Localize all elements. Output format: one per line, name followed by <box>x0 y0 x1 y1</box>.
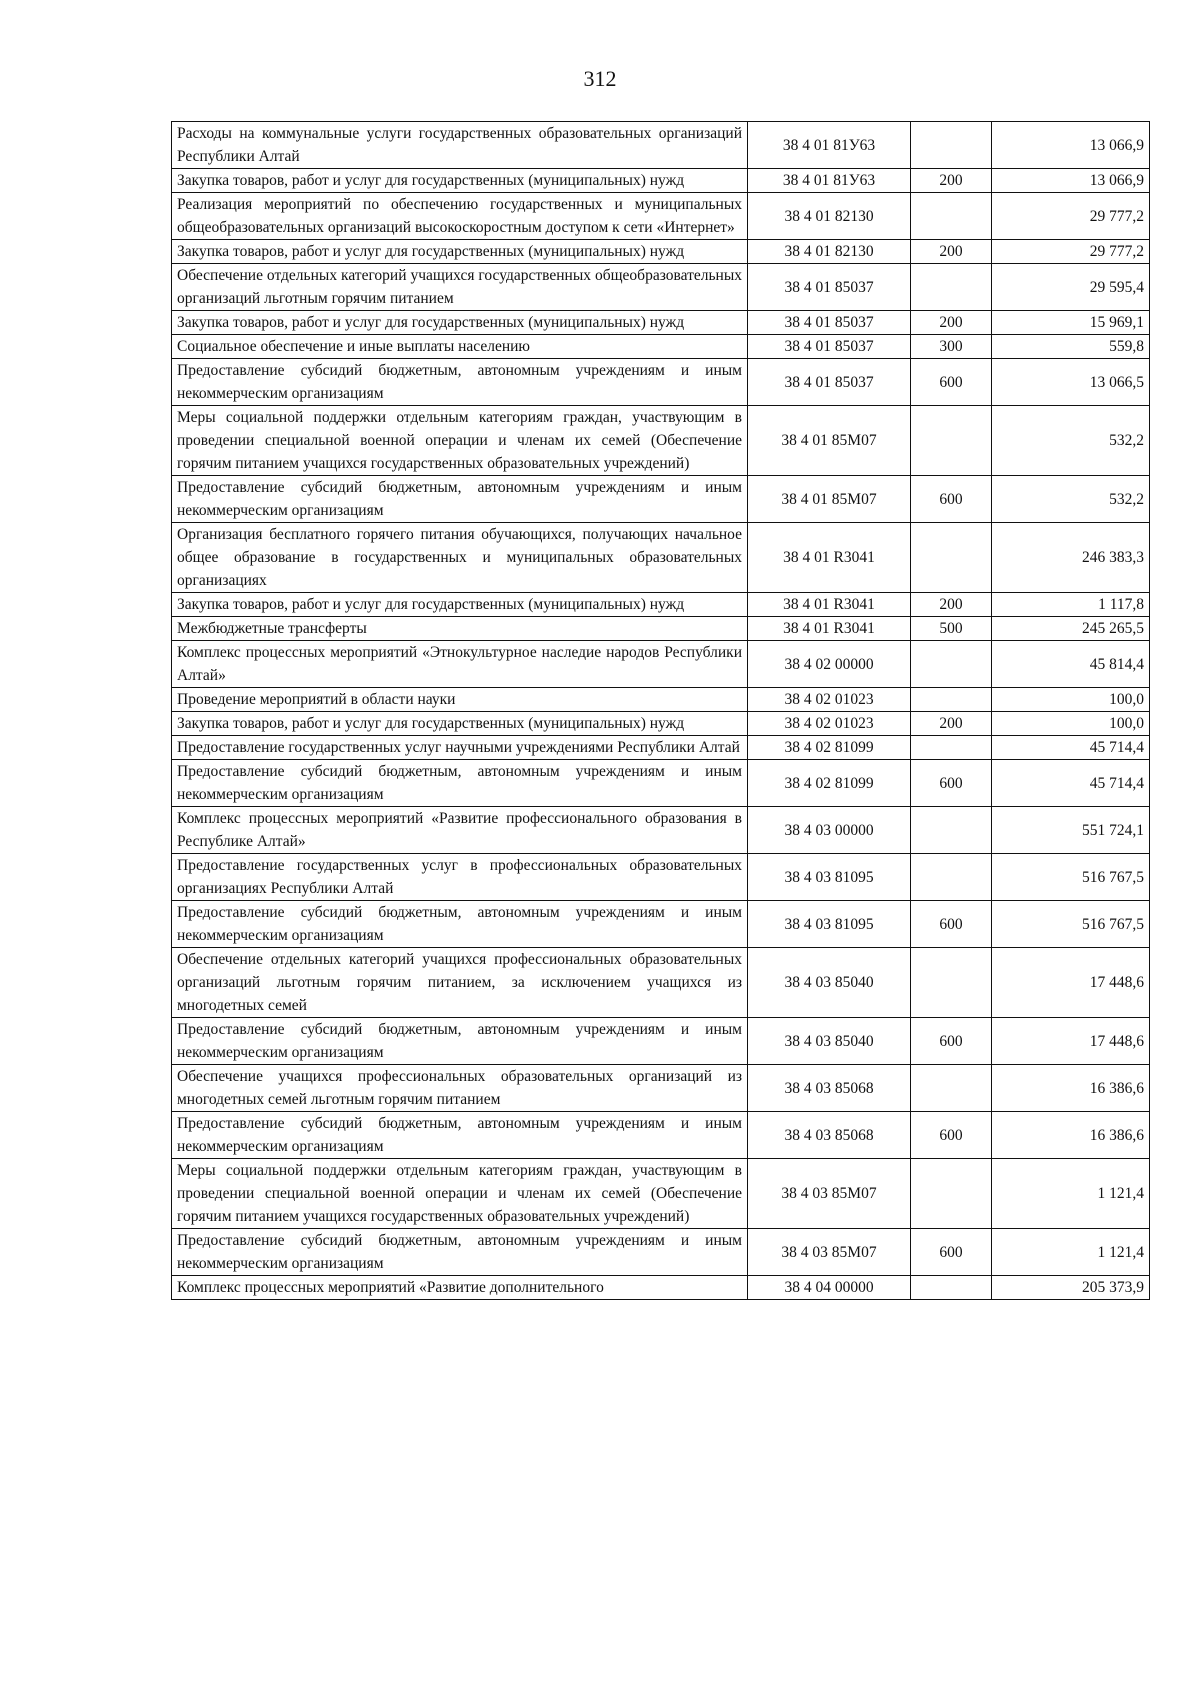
row-type-cell: 600 <box>911 901 992 948</box>
row-code-cell: 38 4 04 00000 <box>748 1276 911 1300</box>
row-type-cell: 600 <box>911 1018 992 1065</box>
row-type-cell: 600 <box>911 1112 992 1159</box>
row-type-cell: 200 <box>911 169 992 193</box>
row-name-cell: Межбюджетные трансферты <box>172 617 748 641</box>
row-name-cell: Организация бесплатного горячего питания обучающихся, получающих начальное общее образование в государственных и муниципальных образовательных организациях <box>172 523 748 593</box>
row-amount-cell: 16 386,6 <box>992 1065 1150 1112</box>
row-name-cell: Предоставление субсидий бюджетным, автономным учреждениям и иным некоммерческим организациям <box>172 1018 748 1065</box>
table-row <box>172 240 1150 264</box>
row-amount-cell: 1 121,4 <box>992 1229 1150 1276</box>
table-row <box>172 359 1150 406</box>
table-row <box>172 335 1150 359</box>
row-amount-cell: 246 383,3 <box>992 523 1150 593</box>
row-type-cell: 600 <box>911 359 992 406</box>
table-row <box>172 122 1150 169</box>
row-amount-cell: 532,2 <box>992 476 1150 523</box>
table-row <box>172 1159 1150 1229</box>
row-type-cell <box>911 406 992 476</box>
table-row <box>172 1112 1150 1159</box>
row-type-cell <box>911 264 992 311</box>
row-code-cell: 38 4 01 85037 <box>748 264 911 311</box>
row-code-cell: 38 4 02 00000 <box>748 641 911 688</box>
table-row <box>172 169 1150 193</box>
row-amount-cell: 17 448,6 <box>992 948 1150 1018</box>
row-code-cell: 38 4 01 85037 <box>748 335 911 359</box>
row-type-cell: 600 <box>911 1229 992 1276</box>
table-row <box>172 712 1150 736</box>
row-type-cell <box>911 854 992 901</box>
row-name-cell: Предоставление субсидий бюджетным, автономным учреждениям и иным некоммерческим организациям <box>172 1112 748 1159</box>
row-name-cell: Закупка товаров, работ и услуг для государственных (муниципальных) нужд <box>172 593 748 617</box>
row-type-cell: 200 <box>911 311 992 335</box>
row-code-cell: 38 4 03 85М07 <box>748 1159 911 1229</box>
row-code-cell: 38 4 03 00000 <box>748 807 911 854</box>
page-number: 312 <box>583 66 617 91</box>
row-code-cell: 38 4 03 85068 <box>748 1065 911 1112</box>
row-name-cell: Комплекс процессных мероприятий «Этнокультурное наследие народов Республики Алтай» <box>172 641 748 688</box>
row-amount-cell: 516 767,5 <box>992 901 1150 948</box>
table-row <box>172 523 1150 593</box>
table-row <box>172 807 1150 854</box>
row-name-cell: Комплекс процессных мероприятий «Развитие профессионального образования в Республике Алтай» <box>172 807 748 854</box>
row-amount-cell: 16 386,6 <box>992 1112 1150 1159</box>
row-code-cell: 38 4 03 85040 <box>748 948 911 1018</box>
table-row <box>172 688 1150 712</box>
row-name-cell: Предоставление субсидий бюджетным, автономным учреждениям и иным некоммерческим организациям <box>172 1229 748 1276</box>
row-amount-cell: 29 595,4 <box>992 264 1150 311</box>
table-row <box>172 1065 1150 1112</box>
table-row <box>172 854 1150 901</box>
row-type-cell <box>911 523 992 593</box>
row-amount-cell: 29 777,2 <box>992 240 1150 264</box>
row-amount-cell: 205 373,9 <box>992 1276 1150 1300</box>
row-amount-cell: 516 767,5 <box>992 854 1150 901</box>
row-amount-cell: 15 969,1 <box>992 311 1150 335</box>
table-row <box>172 760 1150 807</box>
budget-table-body <box>172 122 1150 1300</box>
row-code-cell: 38 4 03 81095 <box>748 901 911 948</box>
row-name-cell: Социальное обеспечение и иные выплаты населению <box>172 335 748 359</box>
row-amount-cell: 551 724,1 <box>992 807 1150 854</box>
row-amount-cell: 100,0 <box>992 712 1150 736</box>
row-name-cell: Реализация мероприятий по обеспечению государственных и муниципальных общеобразовательных организаций высокоскоростным доступом к сети «Интернет» <box>172 193 748 240</box>
row-code-cell: 38 4 02 01023 <box>748 712 911 736</box>
row-amount-cell: 532,2 <box>992 406 1150 476</box>
row-code-cell: 38 4 03 81095 <box>748 854 911 901</box>
row-type-cell <box>911 688 992 712</box>
table-row <box>172 593 1150 617</box>
row-amount-cell: 100,0 <box>992 688 1150 712</box>
table-row <box>172 948 1150 1018</box>
row-name-cell: Закупка товаров, работ и услуг для государственных (муниципальных) нужд <box>172 712 748 736</box>
row-amount-cell: 45 814,4 <box>992 641 1150 688</box>
row-amount-cell: 559,8 <box>992 335 1150 359</box>
row-name-cell: Закупка товаров, работ и услуг для государственных (муниципальных) нужд <box>172 169 748 193</box>
row-type-cell: 300 <box>911 335 992 359</box>
row-amount-cell: 13 066,9 <box>992 122 1150 169</box>
row-name-cell: Меры социальной поддержки отдельным категориям граждан, участвующим в проведении специальной военной операции и членам их семей (Обеспечение горячим питанием учащихся государственных образовательных учреждений) <box>172 406 748 476</box>
row-name-cell: Предоставление субсидий бюджетным, автономным учреждениям и иным некоммерческим организациям <box>172 476 748 523</box>
table-row <box>172 1229 1150 1276</box>
row-type-cell <box>911 948 992 1018</box>
row-type-cell <box>911 736 992 760</box>
row-code-cell: 38 4 02 81099 <box>748 736 911 760</box>
row-amount-cell: 1 117,8 <box>992 593 1150 617</box>
row-code-cell: 38 4 01 R3041 <box>748 523 911 593</box>
row-type-cell: 500 <box>911 617 992 641</box>
row-code-cell: 38 4 01 82130 <box>748 240 911 264</box>
row-code-cell: 38 4 01 82130 <box>748 193 911 240</box>
row-type-cell <box>911 1159 992 1229</box>
row-code-cell: 38 4 03 85068 <box>748 1112 911 1159</box>
row-type-cell: 600 <box>911 476 992 523</box>
row-code-cell: 38 4 03 85040 <box>748 1018 911 1065</box>
row-amount-cell: 45 714,4 <box>992 760 1150 807</box>
row-name-cell: Обеспечение учащихся профессиональных образовательных организаций из многодетных семей льготным горячим питанием <box>172 1065 748 1112</box>
row-code-cell: 38 4 02 01023 <box>748 688 911 712</box>
row-code-cell: 38 4 01 85037 <box>748 359 911 406</box>
row-type-cell <box>911 807 992 854</box>
row-type-cell <box>911 1065 992 1112</box>
row-type-cell <box>911 641 992 688</box>
table-row <box>172 1018 1150 1065</box>
table-row <box>172 193 1150 240</box>
row-name-cell: Закупка товаров, работ и услуг для государственных (муниципальных) нужд <box>172 240 748 264</box>
row-amount-cell: 13 066,5 <box>992 359 1150 406</box>
row-name-cell: Предоставление субсидий бюджетным, автономным учреждениям и иным некоммерческим организациям <box>172 359 748 406</box>
row-name-cell: Расходы на коммунальные услуги государственных образовательных организаций Республики Алтай <box>172 122 748 169</box>
row-amount-cell: 1 121,4 <box>992 1159 1150 1229</box>
row-amount-cell: 245 265,5 <box>992 617 1150 641</box>
row-name-cell: Предоставление субсидий бюджетным, автономным учреждениям и иным некоммерческим организациям <box>172 760 748 807</box>
row-name-cell: Предоставление государственных услуг в профессиональных образовательных организациях Республики Алтай <box>172 854 748 901</box>
row-name-cell: Комплекс процессных мероприятий «Развитие дополнительного <box>172 1276 748 1300</box>
row-name-cell: Обеспечение отдельных категорий учащихся профессиональных образовательных организаций льготным горячим питанием, за исключением учащихся из многодетных семей <box>172 948 748 1018</box>
row-type-cell: 600 <box>911 760 992 807</box>
row-code-cell: 38 4 01 81У63 <box>748 122 911 169</box>
row-amount-cell: 29 777,2 <box>992 193 1150 240</box>
row-type-cell: 200 <box>911 712 992 736</box>
row-name-cell: Предоставление субсидий бюджетным, автономным учреждениям и иным некоммерческим организациям <box>172 901 748 948</box>
row-name-cell: Предоставление государственных услуг научными учреждениями Республики Алтай <box>172 736 748 760</box>
row-name-cell: Меры социальной поддержки отдельным категориям граждан, участвующим в проведении специальной военной операции и членам их семей (Обеспечение горячим питанием учащихся государственных образовательных учреждений) <box>172 1159 748 1229</box>
table-row <box>172 264 1150 311</box>
row-type-cell <box>911 122 992 169</box>
budget-table <box>171 121 1150 1300</box>
table-row <box>172 476 1150 523</box>
row-type-cell <box>911 193 992 240</box>
row-code-cell: 38 4 02 81099 <box>748 760 911 807</box>
row-code-cell: 38 4 01 81У63 <box>748 169 911 193</box>
table-row <box>172 641 1150 688</box>
row-code-cell: 38 4 01 85М07 <box>748 476 911 523</box>
row-amount-cell: 13 066,9 <box>992 169 1150 193</box>
row-amount-cell: 45 714,4 <box>992 736 1150 760</box>
row-name-cell: Обеспечение отдельных категорий учащихся государственных общеобразовательных организаций льготным горячим питанием <box>172 264 748 311</box>
table-row <box>172 406 1150 476</box>
row-name-cell: Проведение мероприятий в области науки <box>172 688 748 712</box>
row-type-cell: 200 <box>911 240 992 264</box>
row-code-cell: 38 4 03 85М07 <box>748 1229 911 1276</box>
table-row <box>172 901 1150 948</box>
row-code-cell: 38 4 01 R3041 <box>748 617 911 641</box>
table-row <box>172 617 1150 641</box>
row-code-cell: 38 4 01 85М07 <box>748 406 911 476</box>
table-row <box>172 736 1150 760</box>
row-amount-cell: 17 448,6 <box>992 1018 1150 1065</box>
table-row <box>172 311 1150 335</box>
table-row <box>172 1276 1150 1300</box>
row-code-cell: 38 4 01 85037 <box>748 311 911 335</box>
row-code-cell: 38 4 01 R3041 <box>748 593 911 617</box>
row-type-cell: 200 <box>911 593 992 617</box>
row-type-cell <box>911 1276 992 1300</box>
row-name-cell: Закупка товаров, работ и услуг для государственных (муниципальных) нужд <box>172 311 748 335</box>
